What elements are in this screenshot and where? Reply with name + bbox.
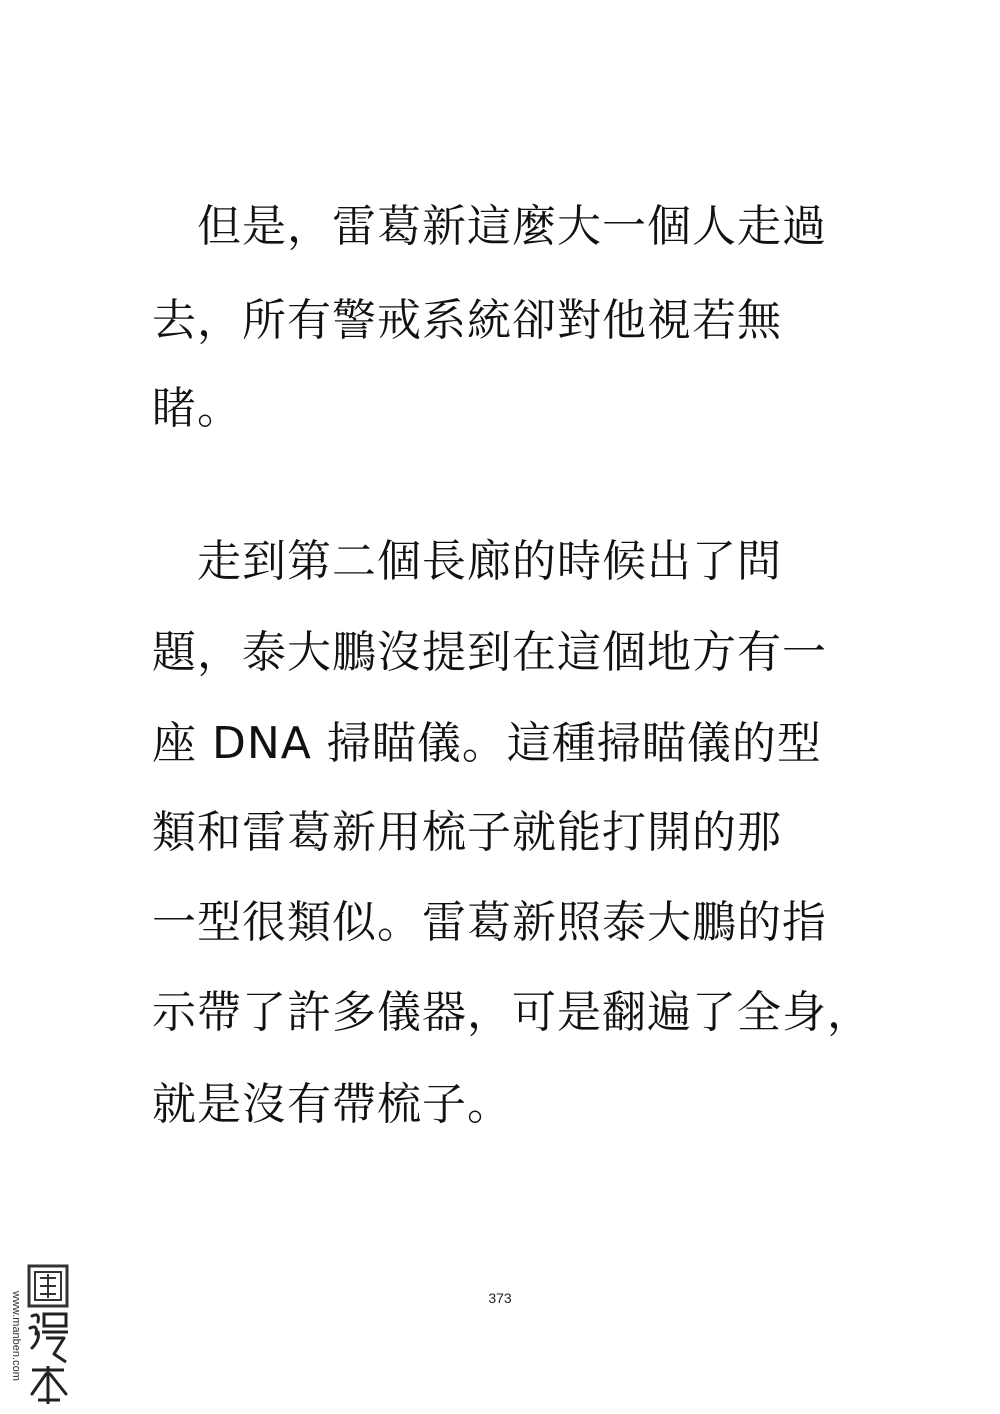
- text-line: 示帶了許多儀器，可是翻遍了全身，: [152, 987, 872, 1038]
- text-line: 但是，雷葛新這麼大一個人走過: [152, 201, 827, 252]
- manben-logo-icon: [26, 1262, 70, 1410]
- text-line: 去，所有警戒系統卻對他視若無: [152, 295, 782, 346]
- text-line: 座 DNA 掃瞄儀。這種掃瞄儀的型: [152, 718, 822, 769]
- text-line: 一型很類似。雷葛新照泰大鵬的指: [152, 897, 827, 948]
- page-number: 373: [488, 1290, 512, 1306]
- text-line: 走到第二個長廊的時候出了問: [152, 536, 782, 587]
- watermark-url: www.manben.com: [10, 1291, 22, 1381]
- text-line: 睹。: [152, 383, 242, 434]
- text-line: 類和雷葛新用梳子就能打開的那: [152, 807, 782, 858]
- watermark: [8, 1262, 70, 1410]
- text-line: 題，泰大鵬沒提到在這個地方有一: [152, 627, 827, 678]
- text-line: 就是沒有帶梳子。: [152, 1079, 512, 1130]
